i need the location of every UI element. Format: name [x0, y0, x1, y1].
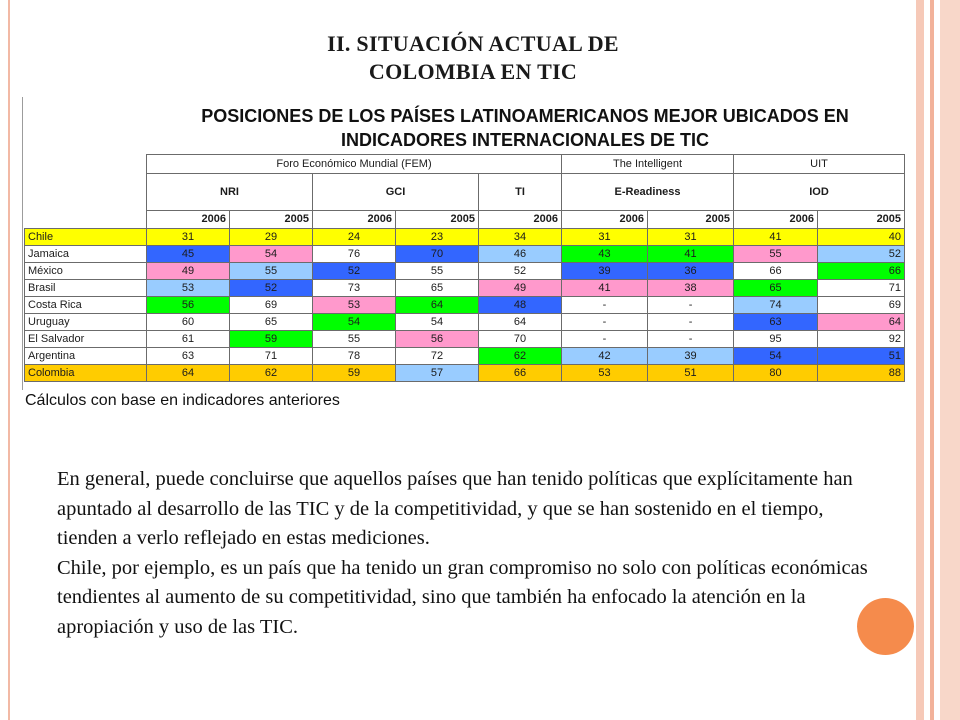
- value-cell: 23: [396, 229, 479, 246]
- value-cell: 24: [313, 229, 396, 246]
- table-row: [25, 331, 905, 348]
- value-cell: 46: [479, 246, 562, 263]
- value-cell: 71: [818, 280, 905, 297]
- value-cell: 65: [734, 280, 818, 297]
- value-cell: 63: [734, 314, 818, 331]
- value-cell: 55: [313, 331, 396, 348]
- table-row: [25, 314, 905, 331]
- body-paragraph-2: Chile, por ejemplo, es un país que ha tenido un gran compromiso no solo con políticas económicas tendientes al aumento de su competitividad, sino que también ha enfocado la atención en la apropiación y uso de las TIC.: [57, 556, 868, 638]
- value-cell: 95: [734, 331, 818, 348]
- value-cell: 56: [147, 297, 230, 314]
- value-cell: 43: [562, 246, 648, 263]
- value-cell: 57: [396, 365, 479, 382]
- value-cell: 51: [648, 365, 734, 382]
- country-cell: El Salvador: [25, 331, 147, 348]
- table-row: [25, 280, 905, 297]
- value-cell: 78: [313, 348, 396, 365]
- value-cell: 45: [147, 246, 230, 263]
- table-row: [25, 297, 905, 314]
- value-cell: 54: [734, 348, 818, 365]
- table-row: [25, 365, 905, 382]
- value-cell: -: [648, 331, 734, 348]
- value-cell: 69: [818, 297, 905, 314]
- year-header-cell: 2005: [396, 211, 479, 229]
- table-row: [25, 246, 905, 263]
- slide-title-line1: II. SITUACIÓN ACTUAL DE: [327, 31, 619, 56]
- left-border-line: [8, 0, 10, 720]
- slide-title: [0, 30, 946, 86]
- value-cell: 63: [147, 348, 230, 365]
- value-cell: 92: [818, 331, 905, 348]
- value-cell: 55: [230, 263, 313, 280]
- year-header-cell: 2005: [818, 211, 905, 229]
- value-cell: 41: [562, 280, 648, 297]
- indicator-header-ereadiness: E-Readiness: [562, 174, 734, 211]
- body-text: [57, 465, 887, 642]
- table-row: [25, 263, 905, 280]
- value-cell: 76: [313, 246, 396, 263]
- value-cell: 54: [313, 314, 396, 331]
- value-cell: 59: [230, 331, 313, 348]
- value-cell: 80: [734, 365, 818, 382]
- table-caption: Cálculos con base en indicadores anteriores: [25, 392, 340, 409]
- year-header-cell: 2006: [313, 211, 396, 229]
- value-cell: 36: [648, 263, 734, 280]
- value-cell: 55: [734, 246, 818, 263]
- year-header-cell: 2006: [479, 211, 562, 229]
- value-cell: 41: [734, 229, 818, 246]
- country-cell: Argentina: [25, 348, 147, 365]
- value-cell: 70: [479, 331, 562, 348]
- table-row: [25, 229, 905, 246]
- value-cell: 88: [818, 365, 905, 382]
- year-header-cell: 2006: [562, 211, 648, 229]
- indicator-header-ti: TI: [479, 174, 562, 211]
- body-paragraph-1: En general, puede concluirse que aquellos países que han tenido políticas que explícitamente han apuntado al desarrollo de las TIC y de la competitividad, y que se han sostenido en el tiempo, tienden a verlo reflejado en estas mediciones.: [57, 468, 853, 549]
- value-cell: 34: [479, 229, 562, 246]
- indicator-header-nri: NRI: [147, 174, 313, 211]
- value-cell: 54: [396, 314, 479, 331]
- indicator-header-row: [25, 174, 905, 211]
- org-header-uit: UIT: [734, 155, 905, 174]
- value-cell: 31: [562, 229, 648, 246]
- country-cell: México: [25, 263, 147, 280]
- value-cell: 73: [313, 280, 396, 297]
- value-cell: 52: [230, 280, 313, 297]
- stripe: [930, 0, 934, 720]
- value-cell: 38: [648, 280, 734, 297]
- value-cell: -: [562, 331, 648, 348]
- value-cell: 59: [313, 365, 396, 382]
- value-cell: 62: [230, 365, 313, 382]
- value-cell: 39: [648, 348, 734, 365]
- ranking-table: [24, 154, 905, 382]
- decorative-circle: [857, 598, 914, 655]
- year-header-cell: 2006: [147, 211, 230, 229]
- year-header-cell: 2005: [230, 211, 313, 229]
- org-header-fem: Foro Económico Mundial (FEM): [147, 155, 562, 174]
- value-cell: -: [648, 297, 734, 314]
- value-cell: 29: [230, 229, 313, 246]
- stripe: [940, 0, 960, 720]
- value-cell: 54: [230, 246, 313, 263]
- value-cell: 31: [147, 229, 230, 246]
- value-cell: 71: [230, 348, 313, 365]
- value-cell: 64: [479, 314, 562, 331]
- blank-header-cell: [25, 174, 147, 211]
- value-cell: 52: [818, 246, 905, 263]
- value-cell: 64: [818, 314, 905, 331]
- year-header-cell: 2005: [648, 211, 734, 229]
- value-cell: 39: [562, 263, 648, 280]
- value-cell: 53: [562, 365, 648, 382]
- country-cell: Brasil: [25, 280, 147, 297]
- value-cell: -: [562, 314, 648, 331]
- figure-left-line: [22, 97, 23, 390]
- decorative-stripes: [916, 0, 960, 720]
- value-cell: -: [562, 297, 648, 314]
- value-cell: 51: [818, 348, 905, 365]
- table-body: [25, 229, 905, 382]
- value-cell: 61: [147, 331, 230, 348]
- country-cell: Chile: [25, 229, 147, 246]
- indicator-header-iod: IOD: [734, 174, 905, 211]
- value-cell: 60: [147, 314, 230, 331]
- value-cell: 31: [648, 229, 734, 246]
- stripe: [916, 0, 924, 720]
- value-cell: 40: [818, 229, 905, 246]
- value-cell: 48: [479, 297, 562, 314]
- value-cell: 74: [734, 297, 818, 314]
- value-cell: -: [648, 314, 734, 331]
- value-cell: 62: [479, 348, 562, 365]
- value-cell: 69: [230, 297, 313, 314]
- figure-title-line1: POSICIONES DE LOS PAÍSES LATINOAMERICANOS MEJOR UBICADOS EN: [201, 106, 849, 126]
- value-cell: 66: [734, 263, 818, 280]
- value-cell: 64: [396, 297, 479, 314]
- value-cell: 65: [230, 314, 313, 331]
- value-cell: 53: [147, 280, 230, 297]
- country-cell: Uruguay: [25, 314, 147, 331]
- slide-title-line2: COLOMBIA EN TIC: [368, 59, 578, 84]
- org-header-intelligent: The Intelligent: [562, 155, 734, 174]
- figure-title-line2: INDICADORES INTERNACIONALES DE TIC: [340, 130, 709, 150]
- blank-header-cell: [25, 211, 147, 229]
- country-cell: Jamaica: [25, 246, 147, 263]
- org-header-row: [25, 155, 905, 174]
- value-cell: 52: [313, 263, 396, 280]
- value-cell: 56: [396, 331, 479, 348]
- value-cell: 65: [396, 280, 479, 297]
- table-row: [25, 348, 905, 365]
- country-cell: Costa Rica: [25, 297, 147, 314]
- value-cell: 49: [479, 280, 562, 297]
- figure-title: [148, 104, 902, 152]
- value-cell: 52: [479, 263, 562, 280]
- indicator-header-gci: GCI: [313, 174, 479, 211]
- value-cell: 49: [147, 263, 230, 280]
- value-cell: 53: [313, 297, 396, 314]
- value-cell: 41: [648, 246, 734, 263]
- year-header-row: [25, 211, 905, 229]
- value-cell: 66: [479, 365, 562, 382]
- blank-header-cell: [25, 155, 147, 174]
- country-cell: Colombia: [25, 365, 147, 382]
- value-cell: 66: [818, 263, 905, 280]
- value-cell: 72: [396, 348, 479, 365]
- year-header-cell: 2006: [734, 211, 818, 229]
- value-cell: 70: [396, 246, 479, 263]
- value-cell: 55: [396, 263, 479, 280]
- value-cell: 42: [562, 348, 648, 365]
- value-cell: 64: [147, 365, 230, 382]
